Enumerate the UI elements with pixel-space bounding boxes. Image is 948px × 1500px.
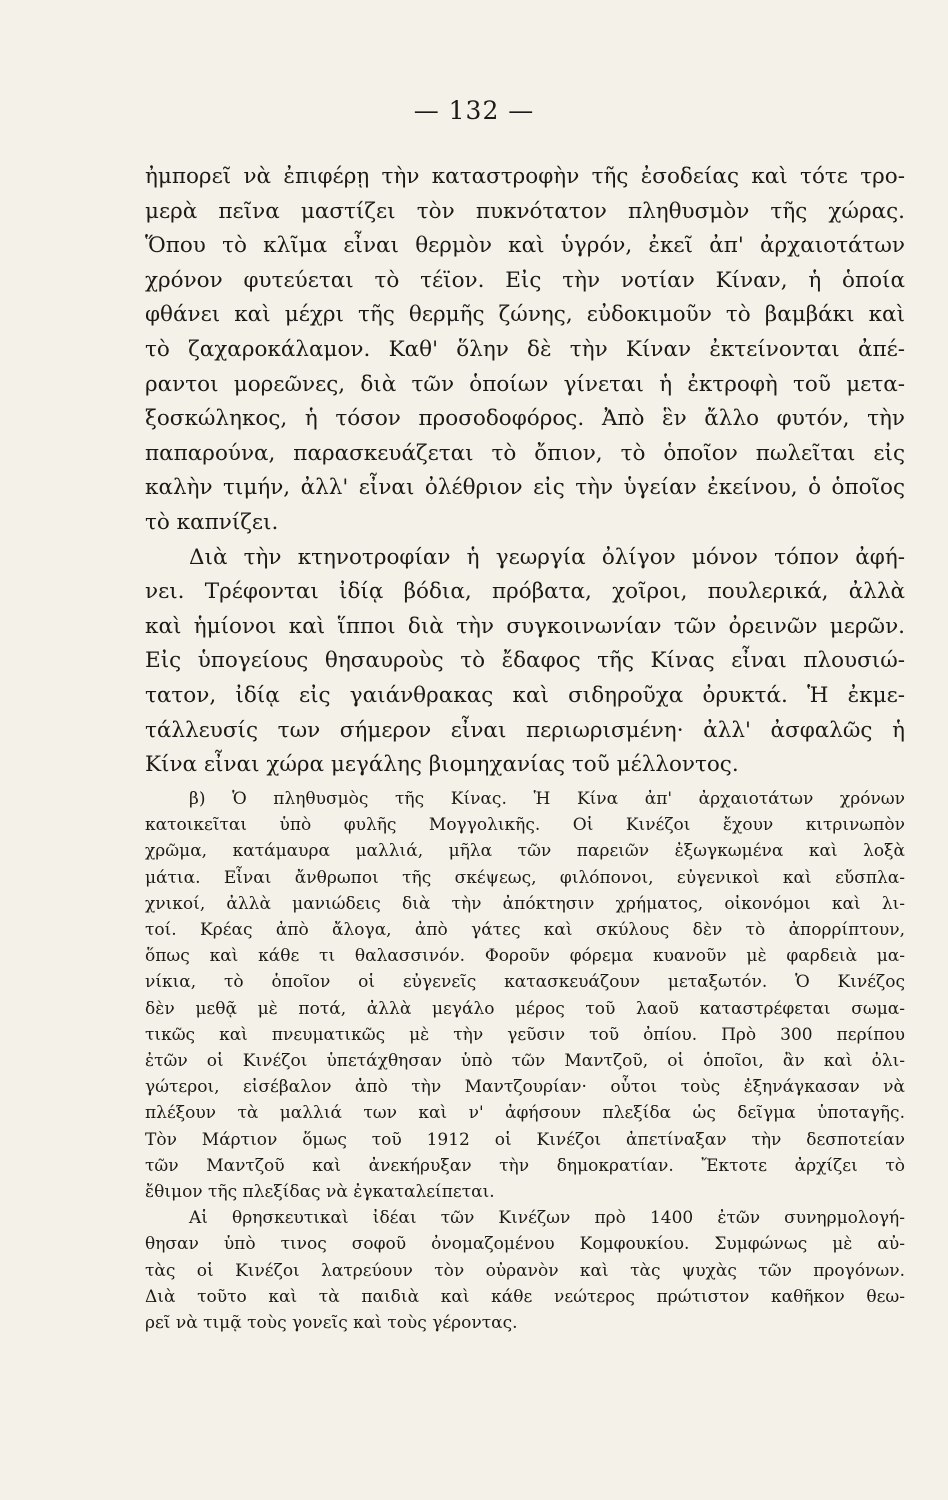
text-line: ὅπως καὶ κάθε τι θαλασσινόν. Φοροῦν φόρεμα κυανοῦν μὲ φαρδειὰ μα-: [145, 946, 905, 967]
main-paragraphs: [145, 160, 905, 783]
text-line: δὲν μεθᾷ μὲ ποτά, ἀλλὰ μεγάλο μέρος τοῦ λαοῦ καταστρέφεται σωμα-: [145, 998, 905, 1019]
text-line: Κίνα εἶναι χώρα μεγάλης βιομηχανίας τοῦ μέλλοντος.: [145, 752, 739, 778]
text-line: τὸ ζαχαροκάλαμον. Καθ' ὅλην δὲ τὴν Κίναν ἐκτείνονται ἀπέ-: [145, 336, 905, 362]
text-line: τατον, ἰδίᾳ εἰς γαιάνθρακας καὶ σιδηροῦχα ὀρυκτά. Ἡ ἐκμε-: [145, 682, 905, 708]
text-line: πλέξουν τὰ μαλλιά των καὶ ν' ἀφήσουν πλεξίδα ὡς δεῖγμα ὑποταγῆς.: [145, 1103, 905, 1124]
text-line: κατοικεῖται ὑπὸ φυλῆς Μογγολικῆς. Οἱ Κινέζοι ἔχουν κιτρινωπὸν: [145, 815, 905, 836]
section-b-paragraphs: [145, 786, 905, 1336]
text-line: Αἱ θρησκευτικαὶ ἰδέαι τῶν Κινέζων πρὸ 1400 ἐτῶν συνηρμολογή-: [189, 1208, 905, 1229]
text-line: ραντοι μορεῶνες, διὰ τῶν ὁποίων γίνεται ἡ ἐκτροφὴ τοῦ μετα-: [145, 371, 905, 397]
text-line: χρόνον φυτεύεται τὸ τέϊον. Εἰς τὴν νοτίαν Κίναν, ἡ ὁποία: [145, 267, 905, 293]
text-line: νίκια, τὸ ὁποῖον οἱ εὐγενεῖς κατασκευάζουν μεταξωτόν. Ὁ Κινέζος: [145, 972, 905, 993]
text-line: γώτεροι, εἰσέβαλον ἀπὸ τὴν Μαντζουρίαν· οὗτοι τοὺς ἐξηνάγκασαν νὰ: [145, 1077, 905, 1098]
text-line: Τὸν Μάρτιον ὅμως τοῦ 1912 οἱ Κινέζοι ἀπετίναξαν τὴν δεσποτείαν: [145, 1129, 905, 1150]
text-line: καὶ ἡμίονοι καὶ ἵπποι διὰ τὴν συγκοινωνίαν τῶν ὀρεινῶν μερῶν.: [145, 613, 905, 639]
text-line: Διὰ τοῦτο καὶ τὰ παιδιὰ καὶ κάθε νεώτερος πρώτιστον καθῆκον θεω-: [145, 1286, 905, 1307]
text-line: νει. Τρέφονται ἰδίᾳ βόδια, πρόβατα, χοῖροι, πουλερικά, ἀλλὰ: [145, 579, 905, 605]
text-line: τάλλευσίς των σήμερον εἶναι περιωρισμένη· ἀλλ' ἀσφαλῶς ἡ: [145, 717, 905, 743]
text-line: τοί. Κρέας ἀπὸ ἄλογα, ἀπὸ γάτες καὶ σκύλους δὲν τὸ ἀπορρίπτουν,: [145, 920, 905, 941]
text-line: ξοσκώληκος, ἡ τόσον προσοδοφόρος. Ἀπὸ ἓν ἄλλο φυτόν, τὴν: [145, 406, 905, 432]
text-line: παπαρούνα, παρασκευάζεται τὸ ὄπιον, τὸ ὁποῖον πωλεῖται εἰς: [145, 440, 905, 466]
text-line: φθάνει καὶ μέχρι τῆς θερμῆς ζώνης, εὐδοκιμοῦν τὸ βαμβάκι καὶ: [145, 302, 905, 328]
text-line: τὰς οἱ Κινέζοι λατρεύουν τὸν οὐρανὸν καὶ τὰς ψυχὰς τῶν προγόνων.: [145, 1260, 905, 1281]
text-line: ἐτῶν οἱ Κινέζοι ὑπετάχθησαν ὑπὸ τῶν Μαντζοῦ, οἱ ὁποῖοι, ἂν καὶ ὀλι-: [145, 1051, 905, 1072]
text-line: μάτια. Εἶναι ἄνθρωποι τῆς σκέψεως, φιλόπονοι, εὐγενικοὶ καὶ εὔσπλα-: [145, 867, 905, 888]
text-line: καλὴν τιμήν, ἀλλ' εἶναι ὀλέθριον εἰς τὴν ὑγείαν ἐκείνου, ὁ ὁποῖος: [145, 475, 905, 501]
text-line: τῶν Μαντζοῦ καὶ ἀνεκήρυξαν τὴν δημοκρατίαν. Ἔκτοτε ἀρχίζει τὸ: [145, 1155, 905, 1176]
text-line: τικῶς καὶ πνευματικῶς μὲ τὴν γεῦσιν τοῦ ὀπίου. Πρὸ 300 περίπου: [145, 1024, 905, 1045]
text-line: Εἰς ὑπογείους θησαυροὺς τὸ ἔδαφος τῆς Κίνας εἶναι πλουσιώ-: [145, 648, 905, 674]
text-line: Ὅπου τὸ κλῖμα εἶναι θερμὸν καὶ ὑγρόν, ἐκεῖ ἀπ' ἀρχαιοτάτων: [145, 233, 905, 259]
text-line: χρῶμα, κατάμαυρα μαλλιά, μῆλα τῶν παρειῶν ἐξωγκωμένα καὶ λοξὰ: [145, 841, 905, 862]
text-line: μερὰ πεῖνα μαστίζει τὸν πυκνότατον πληθυσμὸν τῆς χώρας.: [145, 198, 905, 224]
text-line: ρεῖ νὰ τιμᾷ τοὺς γονεῖς καὶ τοὺς γέροντας.: [145, 1313, 518, 1334]
text-line: Διὰ τὴν κτηνοτροφίαν ἡ γεωργία ὀλίγον μόνον τόπον ἀφή-: [189, 544, 905, 570]
text-line: ἔθιμον τῆς πλεξίδας νὰ ἐγκαταλείπεται.: [145, 1182, 495, 1203]
text-line: χνικοί, ἀλλὰ μανιώδεις διὰ τὴν ἀπόκτησιν χρήματος, οἰκονόμοι καὶ λι-: [145, 893, 905, 914]
text-line: ἠμπορεῖ νὰ ἐπιφέρῃ τὴν καταστροφὴν τῆς ἐσοδείας καὶ τότε τρο-: [145, 164, 905, 189]
page-number: — 132 —: [413, 96, 535, 125]
text-line: β) Ὁ πληθυσμὸς τῆς Κίνας. Ἡ Κίνα ἀπ' ἀρχαιοτάτων χρόνων: [189, 789, 905, 809]
text-line: θησαν ὑπὸ τινος σοφοῦ ὀνομαζομένου Κομφουκίου. Συμφώνως μὲ αὐ-: [145, 1234, 905, 1255]
text-line: τὸ καπνίζει.: [145, 509, 279, 535]
